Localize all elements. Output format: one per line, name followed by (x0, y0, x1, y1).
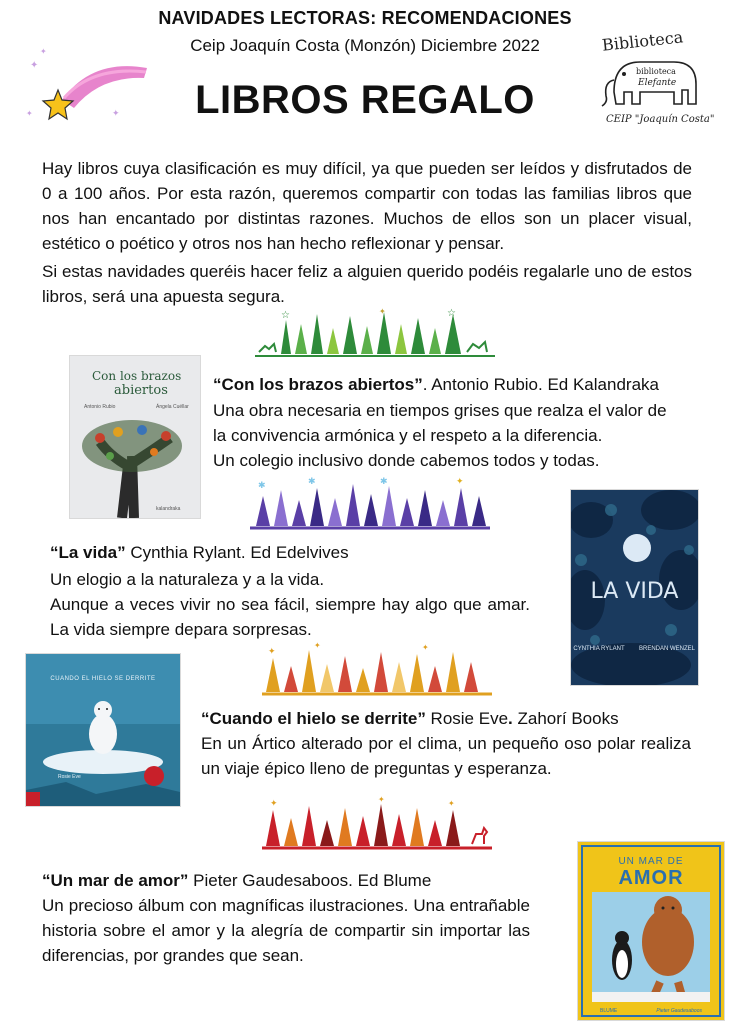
book-2-author-publisher: Cynthia Rylant. Ed Edelvives (125, 543, 349, 562)
svg-text:BLUME: BLUME (600, 1008, 618, 1014)
svg-text:☆: ☆ (447, 308, 456, 319)
christmas-trees-garland-green (255, 306, 495, 358)
svg-text:✦: ✦ (378, 796, 385, 804)
christmas-trees-garland-gold (262, 642, 492, 698)
book-3-heading (201, 706, 691, 731)
svg-text:Con los brazos: Con los brazos (92, 369, 182, 383)
svg-text:LA VIDA: LA VIDA (590, 579, 679, 604)
svg-text:UN MAR DE: UN MAR DE (618, 856, 684, 867)
logo-top-text: Biblioteca (601, 27, 685, 55)
book-4-heading (42, 868, 530, 893)
svg-text:✦: ✦ (112, 108, 120, 118)
svg-text:✱: ✱ (258, 480, 266, 490)
library-logo (588, 22, 718, 130)
book-1-description (213, 398, 703, 473)
svg-text:✦: ✦ (448, 799, 455, 808)
christmas-trees-garland-purple (250, 476, 490, 532)
svg-text:✦: ✦ (40, 47, 47, 56)
svg-text:BRENDAN WENZEL: BRENDAN WENZEL (638, 646, 696, 652)
book-1-desc-line-1: Una obra necesaria en tiempos grises que realza el valor de (213, 401, 667, 420)
svg-text:✦: ✦ (314, 642, 321, 650)
svg-text:Pieter Gaudesaboos: Pieter Gaudesaboos (656, 1008, 702, 1014)
logo-elephant-text-2: Elefante (638, 78, 677, 88)
page-title: LIBROS REGALO (195, 78, 535, 122)
book-4-description: Un precioso álbum con magníficas ilustraciones. Una entrañable historia sobre el amor y la alegría de compartir sin importar las diferencias, por grandes que sean. (42, 896, 530, 965)
svg-text:✱: ✱ (380, 476, 388, 486)
book-3-description: En un Ártico alterado por el clima, un pequeño oso polar realiza un viaje épico lleno de preguntas y esperanza. (201, 734, 691, 778)
svg-text:✦: ✦ (422, 643, 429, 652)
intro-paragraph-1: Hay libros cuya clasificación es muy difícil, ya que pueden ser leídos y disfrutados de 0 a 100 años. Por esta razón, queremos compartir con todas las familias libros que nos han encantado por distintas razones. Muchos de ellos son un placer visual, estético o poético y otros nos han hecho reflexionar y pensar. (42, 159, 692, 253)
book-3-title: “Cuando el hielo se derrite” (201, 709, 426, 728)
svg-text:✦: ✦ (270, 798, 278, 808)
svg-text:AMOR: AMOR (618, 867, 684, 889)
book-2-heading (50, 540, 530, 565)
book-3-publisher: Zahorí Books (512, 709, 619, 728)
svg-text:✦: ✦ (30, 60, 39, 71)
svg-text:Ángela Cuéllar: Ángela Cuéllar (156, 404, 189, 410)
logo-elephant-text-1: biblioteca (636, 67, 676, 76)
svg-text:✱: ✱ (308, 476, 316, 486)
svg-text:✦: ✦ (456, 476, 464, 486)
book-3-author: Rosie Eve (425, 709, 509, 728)
book-1-desc-line-3: Un colegio inclusivo donde cabemos todos y todas. (213, 451, 600, 470)
svg-text:Rosie Eve: Rosie Eve (58, 774, 81, 780)
book-cover-cuando-el-hielo-se-derrite (26, 654, 180, 806)
svg-text:CUANDO EL HIELO SE DERRITE: CUANDO EL HIELO SE DERRITE (50, 676, 156, 682)
book-4-title: “Un mar de amor” (42, 871, 189, 890)
svg-text:abiertos: abiertos (114, 383, 168, 398)
book-cover-la-vida (571, 490, 698, 685)
svg-text:kalandraka: kalandraka (156, 506, 181, 512)
book-cover-con-los-brazos-abiertos (70, 356, 200, 518)
book-cover-un-mar-de-amor (578, 842, 724, 1020)
logo-bottom-text: CEIP "Joaquín Costa" (606, 114, 715, 125)
svg-text:✦: ✦ (26, 109, 33, 118)
book-1-desc-line-2: la convivencia armónica y el respeto a la diferencia. (213, 426, 603, 445)
intro-paragraph-2: Si estas navidades queréis hacer feliz a alguien querido podéis regalarle uno de estos libros, será una apuesta segura. (42, 262, 692, 306)
book-1-author-publisher: . Antonio Rubio. Ed Kalandraka (422, 375, 659, 394)
book-3-dot: . (508, 709, 513, 728)
svg-text:Antonio Rubio: Antonio Rubio (84, 404, 116, 410)
book-2-desc-line-1: Un elogio a la naturaleza y a la vida. (50, 570, 325, 589)
book-1-heading (213, 372, 703, 397)
svg-text:✦: ✦ (268, 646, 276, 656)
header-subtitle: Ceip Joaquín Costa (Monzón) Diciembre 2022 (190, 36, 540, 55)
header-title: NAVIDADES LECTORAS: RECOMENDACIONES (158, 8, 572, 28)
book-2-title: “La vida” (50, 543, 126, 562)
christmas-trees-garland-red (262, 796, 492, 852)
shooting-star-icon (22, 38, 152, 128)
svg-text:☆: ☆ (281, 310, 290, 321)
book-4-author-publisher: Pieter Gaudesaboos. Ed Blume (188, 871, 432, 890)
book-2-desc-line-2: Aunque a veces vivir no sea fácil, siempre hay algo que amar. La vida siempre depara sorpresas. (50, 595, 530, 639)
book-1-title: “Con los brazos abiertos” (213, 375, 423, 394)
svg-text:✦: ✦ (379, 307, 386, 316)
svg-text:CYNTHIA RYLANT: CYNTHIA RYLANT (573, 646, 625, 652)
